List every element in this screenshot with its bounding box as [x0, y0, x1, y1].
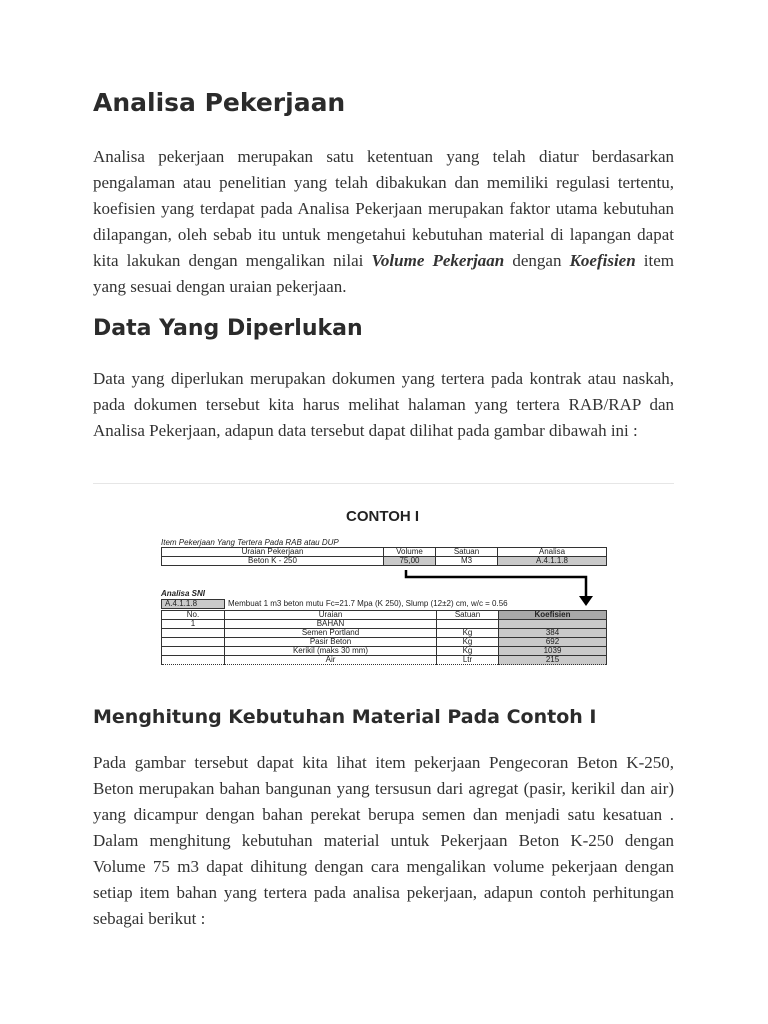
- sni-row-koefisien: 215: [499, 656, 607, 665]
- sni-row-uraian: Pasir Beton: [225, 638, 437, 647]
- heading-data-yang-diperlukan: Data Yang Diperlukan: [93, 316, 363, 341]
- sni-header-uraian: Uraian: [225, 611, 437, 620]
- sni-caption: Analisa SNI: [161, 589, 206, 598]
- sni-row-no: [162, 638, 225, 647]
- sni-row-koefisien: 384: [499, 629, 607, 638]
- sni-row-no: [162, 656, 225, 665]
- rab-cell-analisa: A.4.1.1.8: [498, 557, 607, 566]
- heading-analisa-pekerjaan: Analisa Pekerjaan: [93, 88, 346, 117]
- rab-header-volume: Volume: [384, 548, 436, 557]
- paragraph-analisa: [93, 144, 674, 300]
- sni-header-no: No.: [162, 611, 225, 620]
- sni-code: A.4.1.1.8: [162, 600, 225, 609]
- rab-header-satuan: Satuan: [436, 548, 498, 557]
- sni-row-satuan: Kg: [437, 647, 499, 656]
- sni-row-no: [162, 647, 225, 656]
- rab-cell-satuan: M3: [436, 557, 498, 566]
- emphasis-volume-pekerjaan: Volume Pekerjaan: [371, 251, 505, 270]
- rab-header-uraian: Uraian Pekerjaan: [162, 548, 384, 557]
- sni-row-uraian: Air: [225, 656, 437, 665]
- paragraph-analisa-text-c: item yang sesuai dengan uraian pekerjaan.: [93, 251, 674, 296]
- paragraph-analisa-text-a: Analisa pekerjaan merupakan satu ketentuan yang telah diatur berdasarkan pengalaman atau penelitian yang telah dibakukan dan memiliki regulasi tertentu, koefisien yang terdapat pada Analisa Pekerjaan merupakan faktor utama kebutuhan dilapangan, oleh sebab itu untuk mengetahui kebutuhan material di lapangan dapat kita lakukan dengan mengalikan nilai: [93, 147, 674, 270]
- paragraph-menghitung: Pada gambar tersebut dapat kita lihat item pekerjaan Pengecoran Beton K-250, Beton merupakan bahan bangunan yang tersusun dari agregat (pasir, kerikil dan air) yang dicampur dengan bahan perekat berupa semen dan menjadi satu kesatuan . Dalam menghitung kebutuhan material untuk Pekerjaan Beton K-250 dengan Volume 75 m3 dapat dihitung dengan cara mengalikan volume pekerjaan dengan setiap item bahan yang tertera pada analisa pekerjaan, adapun contoh perhitungan sebagai berikut :: [93, 753, 674, 928]
- sni-row-no: [162, 629, 225, 638]
- rab-caption: Item Pekerjaan Yang Tertera Pada RAB atau DUP: [161, 538, 339, 547]
- sni-group-label: BAHAN: [225, 620, 437, 629]
- sni-group-row: [162, 620, 607, 629]
- sni-row-koefisien: 692: [499, 638, 607, 647]
- sni-row-satuan: Kg: [437, 629, 499, 638]
- sni-row: [162, 638, 607, 647]
- figure-title: CONTOH I: [346, 508, 420, 525]
- rab-cell-volume: 75,00: [384, 557, 436, 566]
- sni-row-uraian: Kerikil (maks 30 mm): [225, 647, 437, 656]
- sni-row-koefisien: 1039: [499, 647, 607, 656]
- heading-menghitung-kebutuhan: Menghitung Kebutuhan Material Pada Contoh I: [93, 706, 597, 728]
- rab-table: [161, 547, 607, 566]
- sni-table: [161, 610, 607, 665]
- rab-cell-uraian: Beton K - 250: [162, 557, 384, 566]
- emphasis-koefisien: Koefisien: [569, 251, 636, 270]
- sni-row: [162, 656, 607, 665]
- figure-contoh-i: [161, 500, 621, 680]
- divider: [93, 483, 674, 484]
- paragraph-analisa-text-b: dengan: [504, 251, 570, 270]
- sni-row-satuan: Kg: [437, 638, 499, 647]
- sni-code-table: [161, 599, 607, 609]
- sni-row-satuan: Ltr: [437, 656, 499, 665]
- sni-header-koefisien: Koefisien: [499, 611, 607, 620]
- sni-group-no: 1: [162, 620, 225, 629]
- sni-row: [162, 647, 607, 656]
- sni-row: [162, 629, 607, 638]
- sni-header-satuan: Satuan: [437, 611, 499, 620]
- rab-header-analisa: Analisa: [498, 548, 607, 557]
- paragraph-data: Data yang diperlukan merupakan dokumen yang tertera pada kontrak atau naskah, pada dokumen tersebut kita harus melihat halaman yang tertera RAB/RAP dan Analisa Pekerjaan, adapun data tersebut dapat dilihat pada gambar dibawah ini :: [93, 369, 674, 440]
- sni-code-row: [162, 600, 608, 609]
- rab-row: [162, 557, 607, 566]
- sni-header-row: [162, 611, 607, 620]
- sni-row-uraian: Semen Portland: [225, 629, 437, 638]
- arrow-line: [406, 570, 586, 598]
- sni-description: Membuat 1 m3 beton mutu Fc=21.7 Mpa (K 250), Slump (12±2) cm, w/c = 0.56: [228, 599, 508, 608]
